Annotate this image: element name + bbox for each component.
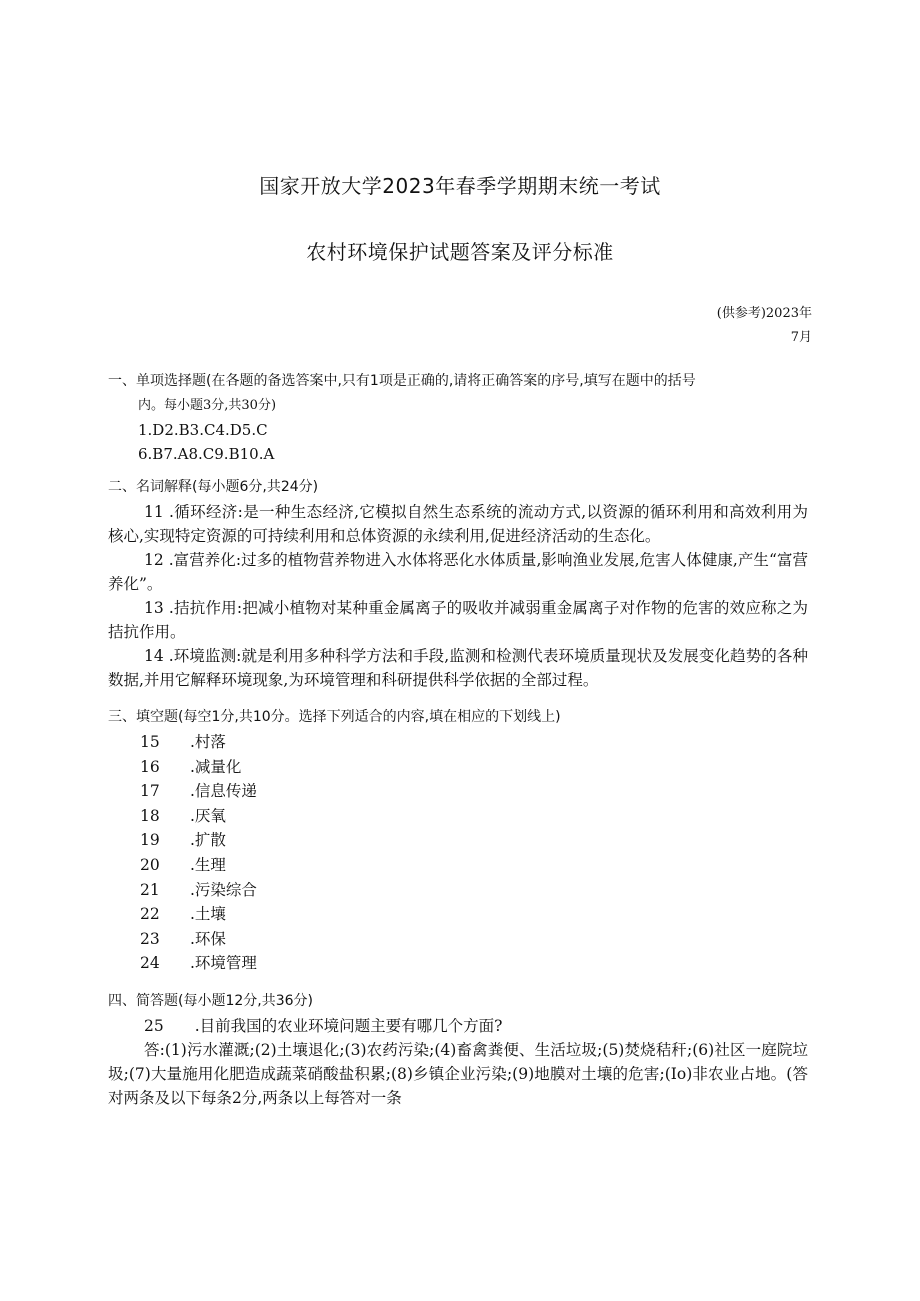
term-definition: 13 .拮抗作用:把减小植物对某种重金属离子的吸收并减弱重金属离子对作物的危害的效应称之为拮抗作用。: [108, 599, 808, 641]
fill-answer-item: 16 .减量化: [140, 757, 242, 776]
term-definition: 14 .环境监测:就是利用多种科学方法和手段,监测和检测代表环境质量现状及发展变化趋势的各种数据,并用它解释环境现象,为环境管理和科研提供科学依据的全部过程。: [108, 647, 808, 689]
fill-answer-item: 24 .环境管理: [140, 954, 257, 973]
fill-answer-list: [108, 730, 808, 976]
fill-answer-item: 23 .环保: [140, 929, 226, 948]
term-definition: 11 .循环经济:是一种生态经济,它模拟自然生态系统的流动方式,以资源的循环利用和高效利用为核心,实现特定资源的可持续利用和总体资源的永续利用,促进经济活动的生态化。: [108, 503, 809, 545]
fill-answer-item: 22 .土壤: [140, 905, 226, 924]
section1-heading: 一、单项选择题(在各题的备选答案中,只有1项是正确的,请将正确答案的序号,填写在题中的括号: [108, 373, 696, 389]
reference-line-2: 7月: [790, 330, 812, 345]
fill-answer-item: 20 .生理: [140, 855, 226, 874]
short-answer-answer: 答:(1)污水灌溉;(2)土壤退化;(3)农药污染;(4)畜禽粪便、生活垃圾;(5)焚烧秸秆;(6)社区一庭院垃圾;(7)大量施用化肥造成蔬菜硝酸盐积累;(8)乡镇企业污染;(9)地膜对土壤的危害;(Io)非农业占地。(答对两条及以下每条2分,两条以上每答对一条: [108, 1040, 808, 1107]
fill-answer-item: 18 .厌氧: [140, 806, 226, 825]
fill-answer-item: 17 .信息传递: [140, 782, 257, 801]
section1-answers-2: 6.B7.A8.C9.B10.A: [138, 445, 275, 463]
section3-heading: 三、填空题(每空1分,共10分。选择下列适合的内容,填在相应的下划线上): [108, 709, 561, 725]
term-definition: 12 .富营养化:过多的植物营养物进入水体将恶化水体质量,影响渔业发展,危害人体健康,产生“富营养化”。: [108, 551, 808, 593]
fill-answer-item: 15 .村落: [140, 733, 226, 751]
fill-answer-item: 21 .污染综合: [140, 880, 257, 899]
reference-date: [717, 302, 812, 350]
section2-heading: 二、名词解释(每小题6分,共24分): [108, 479, 319, 495]
section1-heading-cont: 内。每小题3分,共30分): [138, 398, 277, 413]
exam-subtitle: 农村环境保护试题答案及评分标准: [306, 240, 614, 264]
section1-answers-1: 1.D2.B3.C4.D5.C: [138, 421, 268, 439]
section4-heading: 四、简答题(每小题12分,共36分): [108, 992, 314, 1009]
exam-title: 国家开放大学2023年春季学期期末统一考试: [259, 174, 661, 198]
reference-line-1: (供参考)2023年: [716, 306, 812, 321]
answer-content: [108, 368, 808, 1110]
short-answer-question: 25 .目前我国的农业环境问题主要有哪几个方面?: [144, 1016, 503, 1035]
fill-answer-item: 19 .扩散: [140, 831, 226, 850]
